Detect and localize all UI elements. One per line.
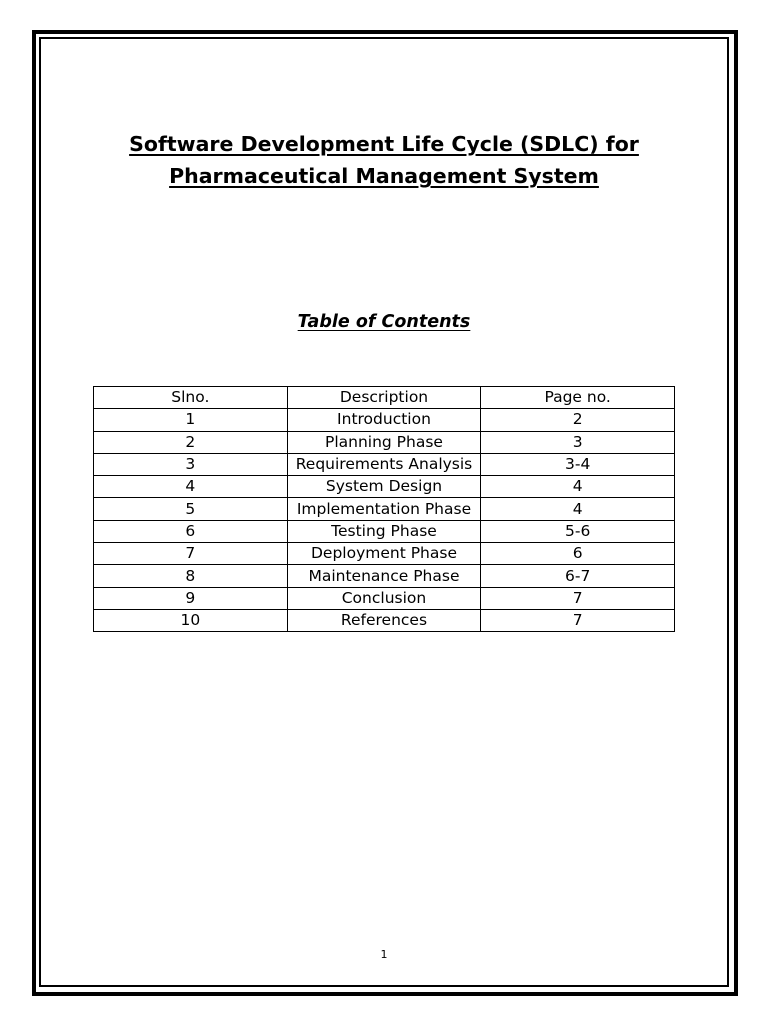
toc-cell-description: Testing Phase (287, 520, 481, 542)
toc-cell-description: References (287, 609, 481, 631)
toc-table (93, 386, 675, 632)
page-number: 1 (380, 948, 388, 961)
toc-row (94, 520, 675, 542)
toc-cell-page: 6-7 (481, 565, 675, 587)
toc-cell-page: 4 (481, 476, 675, 498)
toc-cell-slno: 8 (94, 565, 288, 587)
toc-header-row (94, 387, 675, 409)
toc-row (94, 409, 675, 431)
toc-cell-slno: 6 (94, 520, 288, 542)
toc-cell-description: Implementation Phase (287, 498, 481, 520)
toc-cell-page: 3-4 (481, 453, 675, 475)
toc-cell-slno: 10 (94, 609, 288, 631)
toc-cell-page: 4 (481, 498, 675, 520)
toc-row (94, 565, 675, 587)
toc-header-page: Page no. (481, 387, 675, 409)
toc-cell-slno: 2 (94, 431, 288, 453)
toc-cell-slno: 1 (94, 409, 288, 431)
document-title-line2: Pharmaceutical Management System (169, 164, 599, 188)
toc-cell-slno: 7 (94, 543, 288, 565)
toc-cell-description: Introduction (287, 409, 481, 431)
toc-cell-description: Deployment Phase (287, 543, 481, 565)
toc-header-description: Description (287, 387, 481, 409)
toc-cell-page: 3 (481, 431, 675, 453)
toc-row (94, 476, 675, 498)
toc-cell-page: 6 (481, 543, 675, 565)
toc-cell-description: Maintenance Phase (287, 565, 481, 587)
toc-cell-page: 7 (481, 587, 675, 609)
toc-cell-description: Planning Phase (287, 431, 481, 453)
toc-heading: Table of Contents (297, 312, 471, 332)
toc-cell-description: Conclusion (287, 587, 481, 609)
document-title-line1: Software Development Life Cycle (SDLC) for (129, 132, 639, 156)
toc-cell-slno: 5 (94, 498, 288, 520)
toc-cell-slno: 9 (94, 587, 288, 609)
document-title (0, 128, 768, 192)
toc-row (94, 609, 675, 631)
toc-row (94, 498, 675, 520)
toc-row (94, 453, 675, 475)
toc-cell-page: 2 (481, 409, 675, 431)
toc-header-slno: Slno. (94, 387, 288, 409)
toc-cell-page: 5-6 (481, 520, 675, 542)
toc-row (94, 543, 675, 565)
toc-cell-page: 7 (481, 609, 675, 631)
toc-row (94, 431, 675, 453)
toc-row (94, 587, 675, 609)
toc-cell-slno: 4 (94, 476, 288, 498)
toc-cell-slno: 3 (94, 453, 288, 475)
toc-cell-description: System Design (287, 476, 481, 498)
toc-cell-description: Requirements Analysis (287, 453, 481, 475)
